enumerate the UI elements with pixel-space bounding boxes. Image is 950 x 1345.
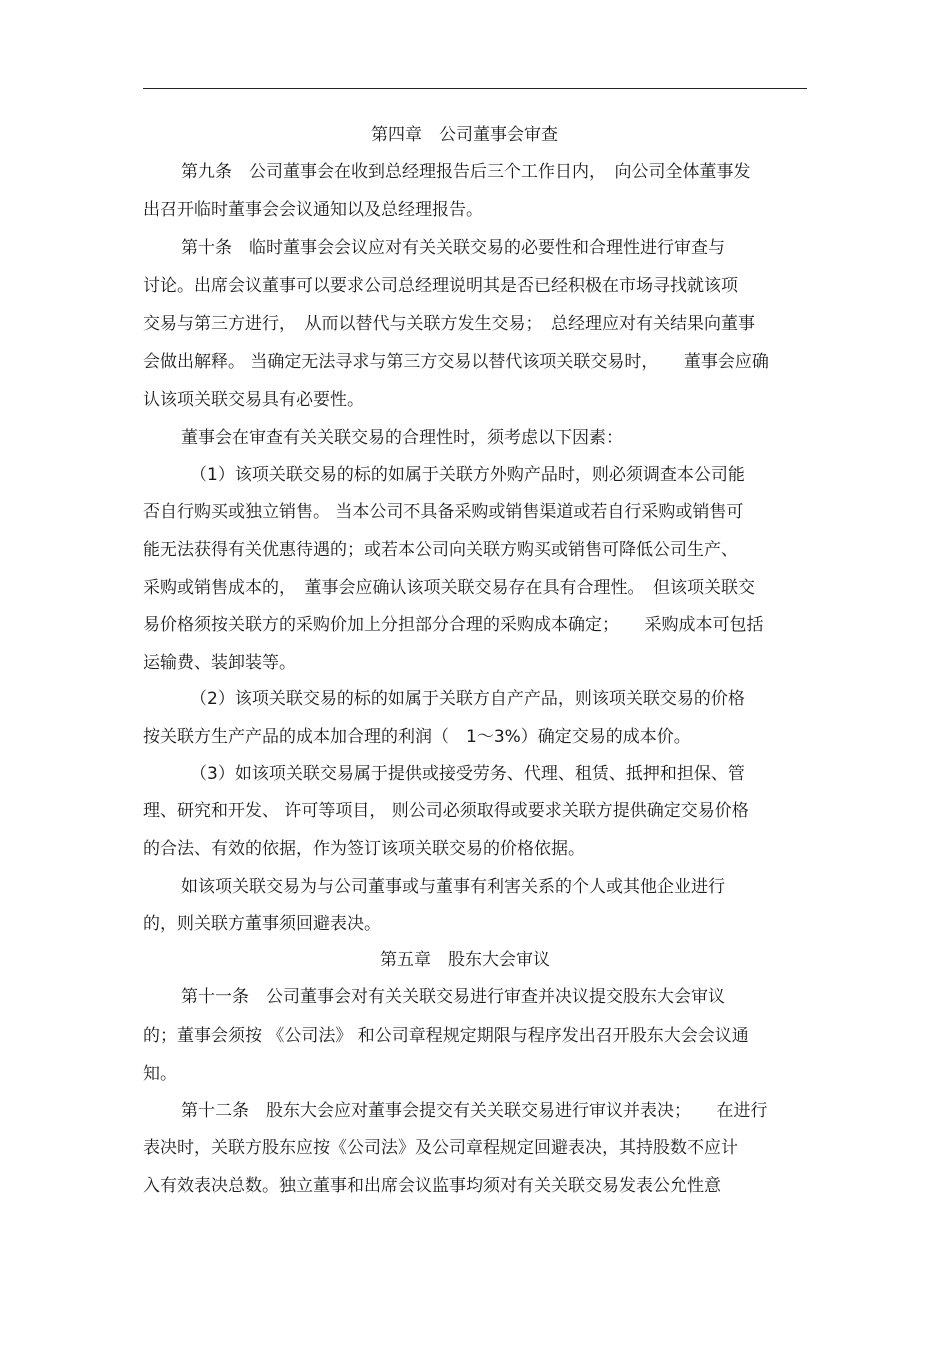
header-rule [143, 88, 807, 89]
factor-3-line-3: 的合法、有效的依据，作为签订该项关联交易的价格依据。 [143, 839, 585, 859]
article-11-line-2: 的；董事会须按 《公司法》 和公司章程规定期限与程序发出召开股东大会会议通 [143, 1026, 749, 1046]
article-10-line-4: 会做出解释。 当确定无法寻求与第三方交易以替代该项关联交易时， 董事会应确 [143, 352, 769, 372]
chapter-5-heading: 第五章 股东大会审议 [380, 950, 550, 970]
article-10-line-3: 交易与第三方进行， 从而以替代与关联方发生交易； 总经理应对有关结果向董事 [143, 314, 755, 334]
article-10-line-2: 讨论。出席会议董事可以要求公司总经理说明其是否已经积极在市场寻找就该项 [143, 276, 738, 296]
factor-2-line-1: （2）该项关联交易的标的如属于关联方自产产品，则该项关联交易的价格 [190, 689, 745, 709]
factor-2-line-2: 按关联方生产产品的成本加合理的利润（ 1～3%）确定交易的成本价。 [143, 727, 691, 747]
factor-1-line-5: 易价格须按关联方的采购价加上分担部分合理的采购成本确定； 采购成本可包括 [143, 615, 764, 635]
factor-1-line-1: （1）该项关联交易的标的如属于关联方外购产品时，则必须调查本公司能 [190, 465, 745, 485]
factor-1-line-4: 采购或销售成本的， 董事会应确认该项关联交易存在具有合理性。 但该项关联交 [143, 578, 755, 598]
chapter-4-heading: 第四章 公司董事会审查 [371, 125, 558, 145]
recusal-line-2: 的，则关联方董事须回避表决。 [143, 914, 381, 934]
factor-1-line-3: 能无法获得有关优惠待遇的；或若本公司向关联方购买或销售可降低公司生产、 [143, 540, 738, 560]
article-10-line-1: 第十条 临时董事会会议应对有关关联交易的必要性和合理性进行审查与 [181, 238, 725, 258]
factor-1-line-6: 运输费、装卸装等。 [143, 653, 296, 673]
article-12-line-3: 入有效表决总数。独立董事和出席会议监事均须对有关关联交易发表公允性意 [143, 1176, 721, 1196]
factor-3-line-2: 理、研究和开发、 许可等项目， 则公司必须取得或要求关联方提供确定交易价格 [143, 801, 749, 821]
article-12-line-1: 第十二条 股东大会应对董事会提交有关关联交易进行审议并表决； 在进行 [181, 1101, 768, 1121]
article-9-line-2: 出召开临时董事会会议通知以及总经理报告。 [143, 200, 483, 220]
article-12-line-2: 表决时，关联方股东应按《公司法》及公司章程规定回避表决，其持股数不应计 [143, 1138, 738, 1158]
recusal-line-1: 如该项关联交易为与公司董事或与董事有利害关系的个人或其他企业进行 [181, 877, 725, 897]
article-10-line-5: 认该项关联交易具有必要性。 [143, 390, 364, 410]
factor-1-line-2: 否自行购买或独立销售。 当本公司不具备采购或销售渠道或若自行采购或销售可 [143, 502, 744, 522]
article-11-line-3: 知。 [143, 1064, 177, 1084]
article-9-line-1: 第九条 公司董事会在收到总经理报告后三个工作日内， 向公司全体董事发 [181, 162, 751, 182]
factor-3-line-1: （3）如该项关联交易属于提供或接受劳务、代理、租赁、抵押和担保、管 [190, 764, 745, 784]
factors-intro: 董事会在审查有关关联交易的合理性时，须考虑以下因素： [181, 428, 623, 448]
article-11-line-1: 第十一条 公司董事会对有关关联交易进行审查并决议提交股东大会审议 [181, 987, 725, 1007]
